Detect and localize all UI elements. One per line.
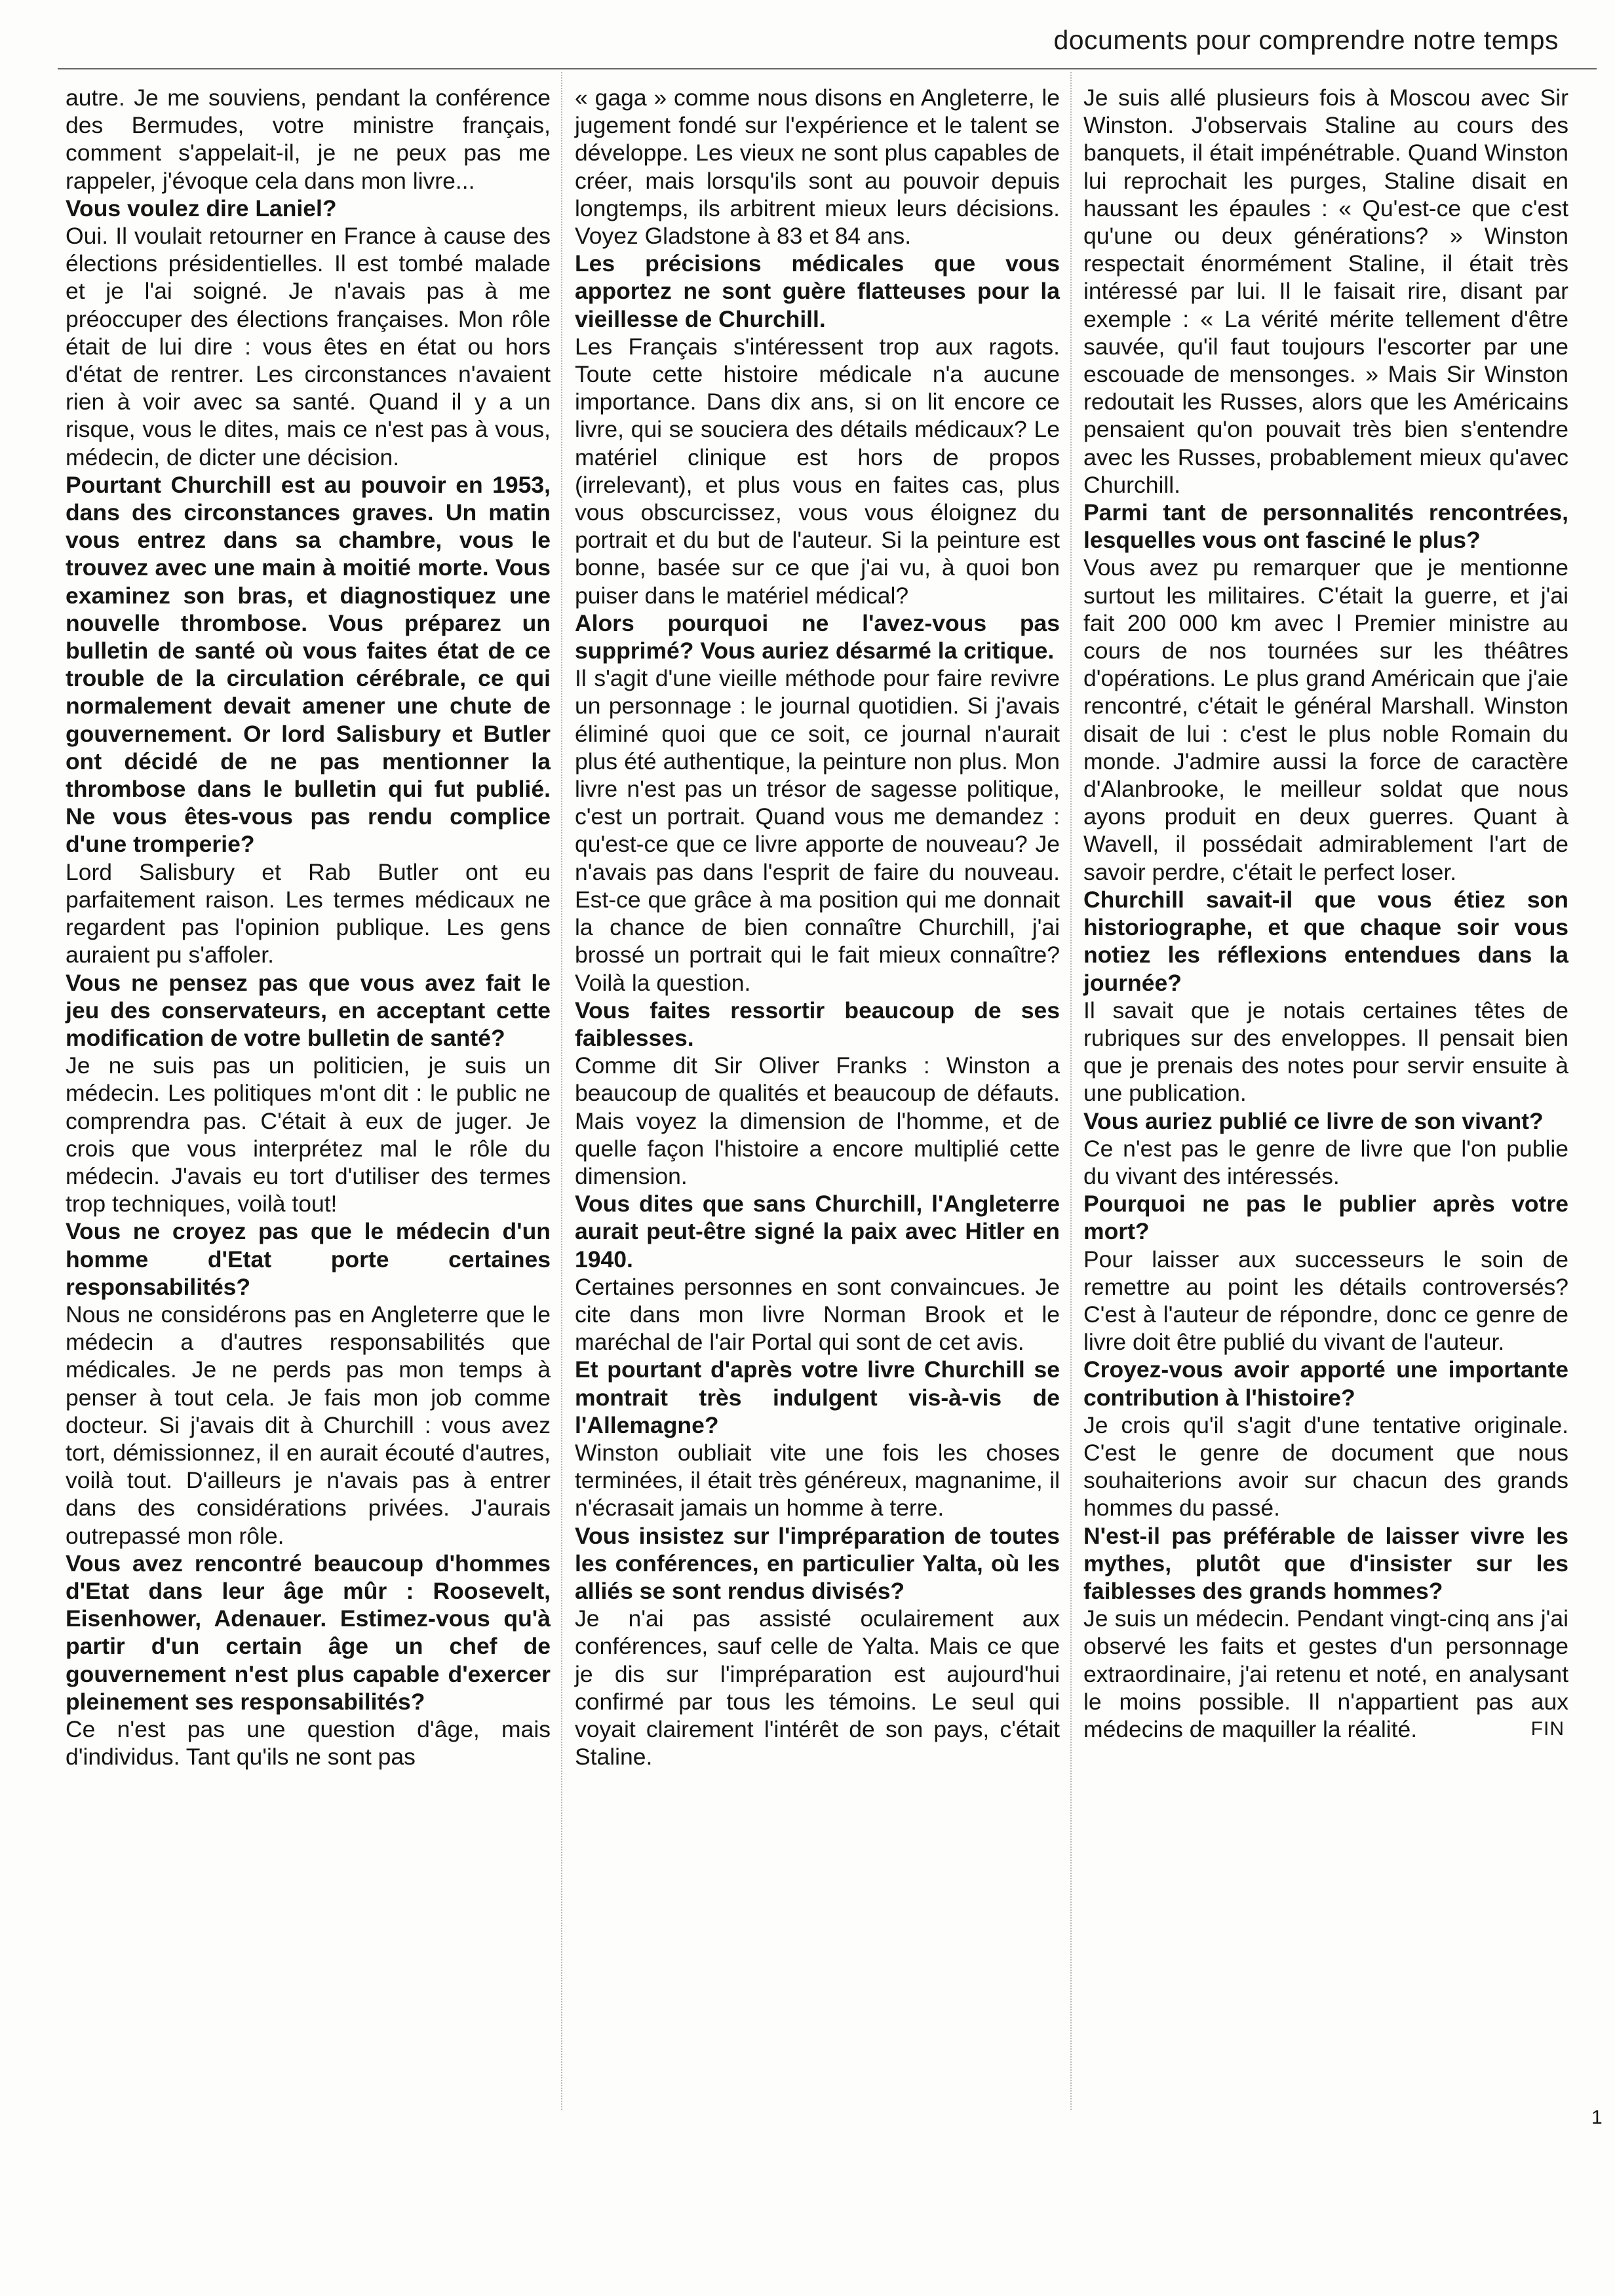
answer-paragraph: « gaga » comme nous disons en Angleterre, le jugement fondé sur l'expérience et le talent se développe. Les vieux ne sont plus capables de créer, mais lorsqu'ils sont au pouvoir depuis longtemps, ils arbitrent mieux leurs décisions. Voyez Gladstone à 83 et 84 ans. [575, 85, 1060, 250]
answer-paragraph: Ce n'est pas le genre de livre que l'on publie du vivant des intéressés. [1083, 1135, 1568, 1189]
answer-paragraph: Ce n'est pas une question d'âge, mais d'individus. Tant qu'ils ne sont pas [66, 1715, 551, 1770]
answer-paragraph: Nous ne considérons pas en Angleterre que le médecin a d'autres responsabilités que médicales. Je ne perds pas mon temps à penser à tout cela. Je fais mon job comme docteur. Si j'avais dit à Churchill : vous avez tort, démissionnez, il en aurait écouté d'autres, voilà tout. D'ailleurs je n'avais pas à entrer dans des considérations privées. J'aurais outrepassé mon rôle. [66, 1301, 551, 1549]
answer-paragraph: Lord Salisbury et Rab Butler ont eu parfaitement raison. Les termes médicaux ne regardent pas l'opinion publique. Les gens auraient pu s'affoler. [66, 858, 551, 968]
text-column-3 [1083, 84, 1568, 1743]
interview-question: N'est-il pas préférable de laisser vivre les mythes, plutôt que d'insister sur les faiblesses des grands hommes? [1083, 1522, 1568, 1604]
interview-question: Vous ne croyez pas que le médecin d'un homme d'Etat porte certaines responsabilités? [66, 1218, 551, 1300]
answer-paragraph: Il savait que je notais certaines têtes de rubriques sur des enveloppes. Il pensait bien que je prenais des notes pour servir ensuite à une publication. [1083, 997, 1568, 1107]
answer-paragraph: Les Français s'intéressent trop aux ragots. Toute cette histoire médicale n'a aucune importance. Dans dix ans, si on lit encore ce livre, qui se souciera des détails médicaux? Le matériel clinique est hors de propos (irrelevant), et plus vous en faites cas, plus vous obscurcissez, vous vous éloignez du portrait et du but de l'auteur. Si la peinture est bonne, basée sur ce que j'ai vu, à quoi bon puiser dans le matériel médical? [575, 333, 1060, 609]
answer-paragraph: autre. Je me souviens, pendant la conférence des Bermudes, votre ministre français, comment s'appelait-il, je ne peux pas me rappeler, j'évoque cela dans mon livre... [66, 85, 551, 194]
interview-question: Vous ne pensez pas que vous avez fait le jeu des conservateurs, en acceptant cette modification de votre bulletin de santé? [66, 969, 551, 1051]
running-header: documents pour comprendre notre temps [1053, 25, 1559, 55]
interview-question: Vous voulez dire Laniel? [66, 195, 337, 221]
interview-question: Vous insistez sur l'impréparation de toutes les conférences, en particulier Yalta, où les alliés se sont rendus divisés? [575, 1522, 1060, 1604]
text-column-2 [575, 84, 1060, 1770]
interview-question: Parmi tant de personnalités rencontrées, lesquelles vous ont fasciné le plus? [1083, 499, 1568, 554]
answer-paragraph: Comme dit Sir Oliver Franks : Winston a beaucoup de qualités et beaucoup de défauts. Mais voyez la dimension de l'homme, et de quelle façon l'histoire a encore multiplié cette dimension. [575, 1052, 1060, 1189]
interview-question: Pourquoi ne pas le publier après votre mort? [1083, 1191, 1568, 1245]
interview-question: Croyez-vous avoir apporté une importante contribution à l'histoire? [1083, 1356, 1568, 1411]
answer-paragraph: Certaines personnes en sont convaincues. Je cite dans mon livre Norman Brook et le maréchal de l'air Portal qui sont de cet avis. [575, 1273, 1060, 1356]
answer-paragraph: Winston oubliait vite une fois les choses terminées, il était très généreux, magnanime, il n'écrasait jamais un homme à terre. [575, 1439, 1060, 1521]
answer-paragraph: Je crois qu'il s'agit d'une tentative originale. C'est le genre de document que nous souhaiterions avoir sur chacun des grands hommes du passé. [1083, 1411, 1568, 1521]
answer-paragraph: Il s'agit d'une vieille méthode pour faire revivre un personnage : le journal quotidien. Si j'avais éliminé quoi que ce soit, ce journal n'aurait plus été authentique, la peinture non plus. Mon livre n'est pas un trésor de sagesse politique, c'est un portrait. Quand vous me demandez : qu'est-ce que ce livre apporte de nouveau? Je n'avais pas dans l'esprit de faire du nouveau. Est-ce que grâce à ma position qui me donnait la chance de bien connaître Churchill, j'ai brossé un portrait qui le fait mieux connaître? Voilà la question. [575, 665, 1060, 996]
interview-question: Vous faites ressortir beaucoup de ses faiblesses. [575, 997, 1060, 1051]
interview-question: Les précisions médicales que vous apportez ne sont guère flatteuses pour la vieillesse de Churchill. [575, 250, 1060, 332]
answer-paragraph: Je ne suis pas un politicien, je suis un médecin. Les politiques m'ont dit : le public ne comprendra pas. C'était à eux de juger. Je crois que vous interprétez mal le rôle du médecin. J'avais eu tort d'utiliser des termes trop techniques, voilà tout! [66, 1052, 551, 1217]
interview-question: Vous auriez publié ce livre de son vivant? [1083, 1107, 1544, 1134]
interview-question: Vous dites que sans Churchill, l'Angleterre aurait peut-être signé la paix avec Hitler en 1940. [575, 1191, 1060, 1272]
answer-paragraph: Je n'ai pas assisté oculairement aux conférences, sauf celle de Yalta. Mais ce que je dis sur l'impréparation est aujourd'hui confirmé par tous les témoins. Le seul qui voyait clairement l'intérêt de son pays, c'était Staline. [575, 1605, 1060, 1770]
answer-paragraph: Oui. Il voulait retourner en France à cause des élections présidentielles. Il est tombé malade et je l'ai soigné. Je n'avais pas à me préoccuper des élections françaises. Mon rôle était de lui dire : vous êtes en état ou hors d'état de rentrer. Les circonstances n'avaient rien à voir avec sa santé. Quand il y a un risque, vous le dites, mais ce n'est pas à vous, médecin, de dicter une décision. [66, 223, 551, 470]
interview-question: Et pourtant d'après votre livre Churchill se montrait très indulgent vis-à-vis de l'Allemagne? [575, 1356, 1060, 1438]
header-rule [58, 68, 1597, 69]
answer-paragraph: Je suis un médecin. Pendant vingt-cinq ans j'ai observé les faits et gestes d'un personnage extraordinaire, j'ai retenu et noté, en analysant le moins possible. Il n'appartient pas aux médecins de maquiller la réalité. [1083, 1605, 1568, 1742]
answer-paragraph: Je suis allé plusieurs fois à Moscou avec Sir Winston. J'observais Staline au cours des banquets, il était impénétrable. Quand Winston lui reprochait les purges, Staline disait en haussant les épaules : « Qu'est-ce que c'est qu'une ou deux générations? » Winston respectait énormément Staline, il était très intéressé par lui. Il le faisait rire, disant par exemple : « La vérité mérite tellement d'être sauvée, qu'il faut toujours l'escorter par une escouade de mensonges. » Mais Sir Winston redoutait les Russes, alors que les Américains pensaient qu'on pouvait très bien s'entendre avec les Russes, probablement mieux qu'avec Churchill. [1083, 85, 1568, 498]
answer-paragraph: Vous avez pu remarquer que je mentionne surtout les militaires. C'était la guerre, et j'ai fait 200 000 km avec l Premier ministre au cours de nos tournées sur les théâtres d'opérations. Le plus grand Américain que j'aie rencontré, c'était le général Marshall. Winston disait de lui : c'est le plus noble Romain du monde. J'admire aussi la force de caractère d'Alanbrooke, le meilleur soldat que nous ayons produit en deux guerres. Quant à Wavell, il possédait admirablement l'art de savoir perdre, c'était le perfect loser. [1083, 554, 1568, 885]
interview-question: Alors pourquoi ne l'avez-vous pas supprimé? Vous auriez désarmé la critique. [575, 609, 1060, 664]
end-mark: FIN [1530, 1718, 1565, 1740]
interview-question: Pourtant Churchill est au pouvoir en 1953, dans des circonstances graves. Un matin vous entrez dans sa chambre, vous le trouvez avec une main à moitié morte. Vous examinez son bras, et diagnostiquez une nouvelle thrombose. Vous préparez un bulletin de santé où vous faites état de ce trouble de la circulation cérébrale, ce qui normalement devait amener une chute de gouvernement. Or lord Salisbury et Butler ont décidé de ne pas mentionner la thrombose dans le bulletin qui fut publié. Ne vous êtes-vous pas rendu complice d'une tromperie? [66, 471, 551, 858]
interview-question: Churchill savait-il que vous étiez son historiographe, et que chaque soir vous notiez les réflexions entendues dans la journée? [1083, 886, 1568, 996]
interview-question: Vous avez rencontré beaucoup d'hommes d'Etat dans leur âge mûr : Roosevelt, Eisenhower, Adenauer. Estimez-vous qu'à partir d'un certain âge un chef de gouvernement n'est plus capable d'exercer pleinement ses responsabilités? [66, 1550, 551, 1715]
column-separator [1070, 72, 1072, 2110]
text-column-1 [66, 84, 551, 1770]
answer-paragraph: Pour laisser aux successeurs le soin de remettre au point les détails controversés? C'est à l'auteur de répondre, donc ce genre de livre doit être publié du vivant de l'auteur. [1083, 1246, 1568, 1356]
column-separator [561, 72, 562, 2110]
page-number: 1 [1591, 2107, 1603, 2128]
